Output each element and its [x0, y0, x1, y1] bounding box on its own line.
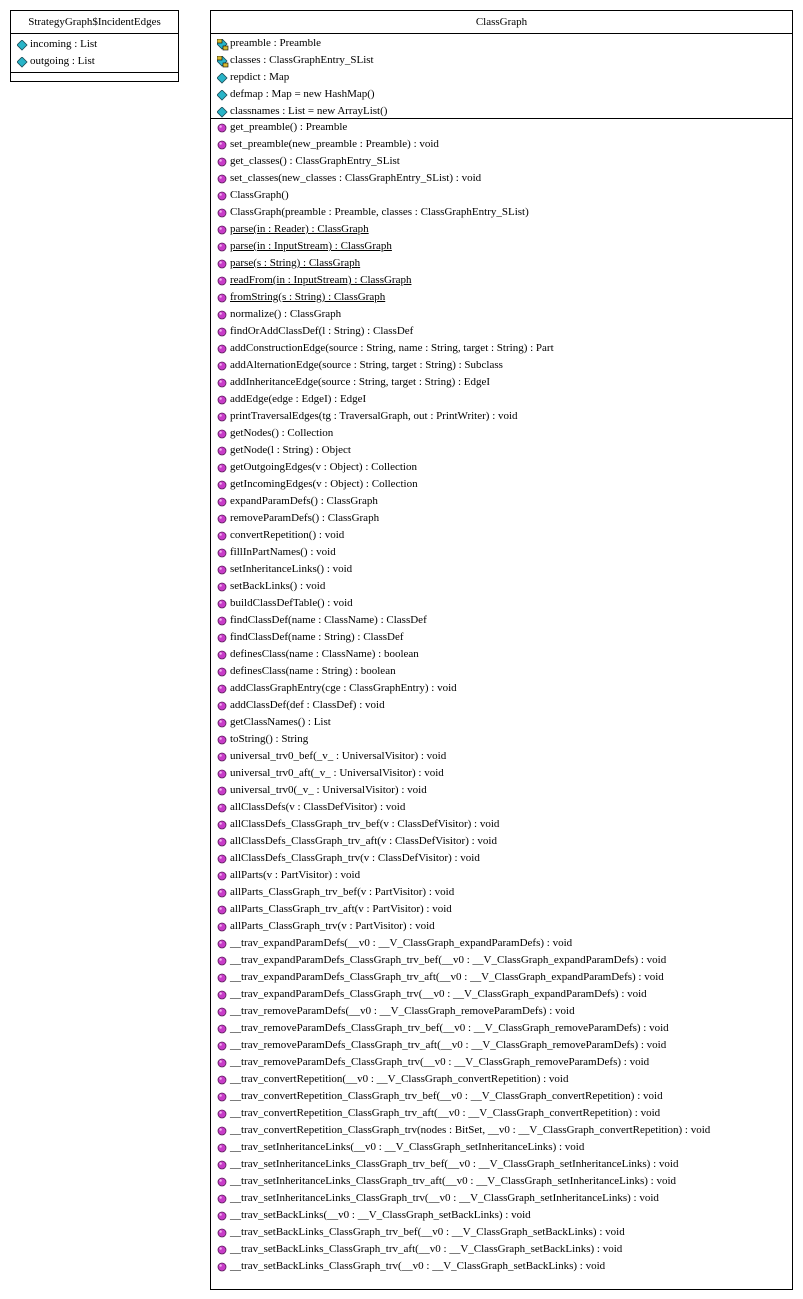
operation-label: addInheritanceEdge(source : String, target : String) : EdgeI [230, 376, 491, 388]
method-icon [217, 463, 227, 473]
method-icon [217, 956, 227, 966]
attribute-item[interactable] [17, 36, 178, 53]
method-icon [217, 1007, 227, 1017]
operation-item[interactable] [217, 459, 792, 476]
operation-item[interactable] [217, 374, 792, 391]
method-icon [217, 140, 227, 150]
method-icon [217, 667, 227, 677]
method-icon [217, 480, 227, 490]
operation-label: __trav_removeParamDefs_ClassGraph_trv_bef(__v0 : __V_ClassGraph_removeParamDefs) : void [230, 1022, 669, 1034]
operation-label: parse(in : Reader) : ClassGraph [230, 223, 369, 235]
operation-item[interactable] [217, 187, 792, 204]
field-icon [217, 107, 227, 117]
method-icon [217, 871, 227, 881]
operation-item[interactable] [217, 408, 792, 425]
operation-label: setBackLinks() : void [230, 580, 326, 592]
attribute-label: incoming : List [30, 38, 98, 50]
method-icon [217, 1024, 227, 1034]
method-icon [217, 174, 227, 184]
method-icon [217, 1092, 227, 1102]
attribute-item[interactable] [217, 52, 792, 69]
class-box-strategygraph-incidentedges[interactable] [10, 10, 179, 82]
attribute-item[interactable] [217, 35, 792, 52]
method-icon [217, 225, 227, 235]
operation-label: __trav_setBackLinks_ClassGraph_trv_bef(__v0 : __V_ClassGraph_setBackLinks) : void [230, 1226, 625, 1238]
operation-label: getNodes() : Collection [230, 427, 334, 439]
operation-label: getIncomingEdges(v : Object) : Collection [230, 478, 418, 490]
operation-item[interactable] [217, 238, 792, 255]
attribute-label: classnames : List = new ArrayList() [230, 105, 388, 117]
operation-item[interactable] [217, 527, 792, 544]
operation-item[interactable] [217, 663, 792, 680]
operation-item[interactable] [217, 119, 792, 136]
operation-item[interactable] [217, 544, 792, 561]
method-icon [217, 1041, 227, 1051]
method-icon [217, 854, 227, 864]
operation-item[interactable] [217, 884, 792, 901]
operation-label: __trav_setBackLinks_ClassGraph_trv(__v0 : __V_ClassGraph_setBackLinks) : void [230, 1260, 606, 1272]
method-icon [217, 361, 227, 371]
method-icon [217, 378, 227, 388]
operation-item[interactable] [217, 255, 792, 272]
operation-label: findClassDef(name : String) : ClassDef [230, 631, 404, 643]
operation-label: allClassDefs_ClassGraph_trv_bef(v : ClassDefVisitor) : void [230, 818, 500, 830]
method-icon [217, 582, 227, 592]
attribute-label: outgoing : List [30, 55, 95, 67]
operation-item[interactable] [217, 510, 792, 527]
operation-label: get_classes() : ClassGraphEntry_SList [230, 155, 400, 167]
operation-item[interactable] [217, 646, 792, 663]
operation-label: allParts_ClassGraph_trv(v : PartVisitor) : void [230, 920, 435, 932]
operation-label: addEdge(edge : EdgeI) : EdgeI [230, 393, 367, 405]
operation-label: set_classes(new_classes : ClassGraphEntry_SList) : void [230, 172, 482, 184]
operation-item[interactable] [217, 850, 792, 867]
private-field-icon [217, 56, 227, 66]
operation-item[interactable] [217, 340, 792, 357]
operation-label: __trav_removeParamDefs_ClassGraph_trv(__v0 : __V_ClassGraph_removeParamDefs) : void [230, 1056, 650, 1068]
operation-label: parse(s : String) : ClassGraph [230, 257, 361, 269]
operation-item[interactable] [217, 680, 792, 697]
operation-item[interactable] [217, 323, 792, 340]
method-icon [217, 735, 227, 745]
field-icon [217, 90, 227, 100]
operation-item[interactable] [217, 391, 792, 408]
operation-label: allClassDefs_ClassGraph_trv_aft(v : ClassDefVisitor) : void [230, 835, 497, 847]
operation-label: __trav_expandParamDefs_ClassGraph_trv_bef(__v0 : __V_ClassGraph_expandParamDefs) : void [230, 954, 667, 966]
operation-item[interactable] [217, 306, 792, 323]
method-icon [217, 446, 227, 456]
operation-item[interactable] [217, 816, 792, 833]
operation-item[interactable] [217, 612, 792, 629]
operation-label: __trav_convertRepetition_ClassGraph_trv_bef(__v0 : __V_ClassGraph_convertRepetition) : void [230, 1090, 663, 1102]
operation-label: fromString(s : String) : ClassGraph [230, 291, 386, 303]
attribute-item[interactable] [217, 86, 792, 103]
method-icon [217, 701, 227, 711]
method-icon [217, 786, 227, 796]
operation-label: findOrAddClassDef(l : String) : ClassDef [230, 325, 414, 337]
method-icon [217, 837, 227, 847]
method-icon [217, 1194, 227, 1204]
method-icon [217, 599, 227, 609]
operation-label: allParts_ClassGraph_trv_bef(v : PartVisitor) : void [230, 886, 455, 898]
operation-item[interactable] [217, 289, 792, 306]
operation-item[interactable] [217, 901, 792, 918]
operation-label: buildClassDefTable() : void [230, 597, 353, 609]
operation-label: definesClass(name : ClassName) : boolean [230, 648, 419, 660]
method-icon [217, 276, 227, 286]
attribute-item[interactable] [217, 69, 792, 86]
method-icon [217, 752, 227, 762]
operation-label: universal_trv0_bef(_v_ : UniversalVisitor) : void [230, 750, 447, 762]
operation-label: addAlternationEdge(source : String, target : String) : Subclass [230, 359, 503, 371]
operation-item[interactable] [217, 748, 792, 765]
operation-label: getNode(l : String) : Object [230, 444, 351, 456]
operation-item[interactable] [217, 833, 792, 850]
attributes-compartment [11, 34, 178, 73]
operation-item[interactable] [217, 1258, 792, 1275]
method-icon [217, 123, 227, 133]
operation-item[interactable] [217, 1190, 792, 1207]
operation-label: __trav_expandParamDefs_ClassGraph_trv(__v0 : __V_ClassGraph_expandParamDefs) : void [230, 988, 647, 1000]
operation-item[interactable] [217, 136, 792, 153]
method-icon [217, 888, 227, 898]
operation-label: toString() : String [230, 733, 309, 745]
attribute-label: classes : ClassGraphEntry_SList [230, 54, 374, 66]
method-icon [217, 548, 227, 558]
method-icon [217, 1109, 227, 1119]
operation-item[interactable] [217, 765, 792, 782]
method-icon [217, 327, 227, 337]
method-icon [217, 803, 227, 813]
operation-label: readFrom(in : InputStream) : ClassGraph [230, 274, 412, 286]
method-icon [217, 1228, 227, 1238]
method-icon [217, 429, 227, 439]
method-icon [217, 684, 227, 694]
operation-item[interactable] [217, 595, 792, 612]
operation-item[interactable] [217, 561, 792, 578]
operation-label: __trav_setBackLinks(__v0 : __V_ClassGraph_setBackLinks) : void [230, 1209, 531, 1221]
operation-item[interactable] [217, 1037, 792, 1054]
operation-item[interactable] [217, 969, 792, 986]
operation-item[interactable] [217, 272, 792, 289]
attributes-compartment [211, 34, 792, 119]
operation-label: findClassDef(name : ClassName) : ClassDef [230, 614, 427, 626]
operation-item[interactable] [217, 357, 792, 374]
operation-label: __trav_setInheritanceLinks_ClassGraph_trv_aft(__v0 : __V_ClassGraph_setInheritanceLinks) : void [230, 1175, 676, 1187]
method-icon [217, 922, 227, 932]
operation-label: get_preamble() : Preamble [230, 121, 348, 133]
method-icon [217, 1245, 227, 1255]
operation-item[interactable] [217, 952, 792, 969]
operation-item[interactable] [217, 697, 792, 714]
field-icon [217, 73, 227, 83]
operation-label: __trav_removeParamDefs(__v0 : __V_ClassGraph_removeParamDefs) : void [230, 1005, 575, 1017]
method-icon [217, 514, 227, 524]
operation-item[interactable] [217, 204, 792, 221]
operation-label: __trav_convertRepetition_ClassGraph_trv(nodes : BitSet, __v0 : __V_ClassGraph_convertRepetition) : void [230, 1124, 711, 1136]
operation-item[interactable] [217, 1122, 792, 1139]
operation-item[interactable] [217, 629, 792, 646]
method-icon [217, 1143, 227, 1153]
method-icon [217, 497, 227, 507]
operation-item[interactable] [217, 1054, 792, 1071]
method-icon [217, 769, 227, 779]
class-title: ClassGraph [211, 11, 792, 34]
operation-label: fillInPartNames() : void [230, 546, 336, 558]
operation-label: __trav_setBackLinks_ClassGraph_trv_aft(__v0 : __V_ClassGraph_setBackLinks) : void [230, 1243, 623, 1255]
method-icon [217, 1177, 227, 1187]
attribute-label: defmap : Map = new HashMap() [230, 88, 375, 100]
operation-label: getClassNames() : List [230, 716, 331, 728]
operation-item[interactable] [217, 1173, 792, 1190]
operation-label: universal_trv0_aft(_v_ : UniversalVisitor) : void [230, 767, 444, 779]
operation-item[interactable] [217, 714, 792, 731]
operation-item[interactable] [217, 425, 792, 442]
operation-item[interactable] [217, 1224, 792, 1241]
operation-label: allClassDefs(v : ClassDefVisitor) : void [230, 801, 406, 813]
method-icon [217, 310, 227, 320]
operation-label: allParts_ClassGraph_trv_aft(v : PartVisitor) : void [230, 903, 452, 915]
operation-item[interactable] [217, 1241, 792, 1258]
attribute-label: repdict : Map [230, 71, 290, 83]
operation-label: set_preamble(new_preamble : Preamble) : void [230, 138, 439, 150]
method-icon [217, 157, 227, 167]
method-icon [217, 1126, 227, 1136]
method-icon [217, 565, 227, 575]
method-icon [217, 905, 227, 915]
method-icon [217, 718, 227, 728]
operation-item[interactable] [217, 986, 792, 1003]
operation-item[interactable] [217, 1207, 792, 1224]
operation-label: __trav_convertRepetition(__v0 : __V_ClassGraph_convertRepetition) : void [230, 1073, 569, 1085]
method-icon [217, 293, 227, 303]
operation-label: getOutgoingEdges(v : Object) : Collection [230, 461, 417, 473]
method-icon [217, 191, 227, 201]
field-icon [17, 57, 27, 67]
operation-item[interactable] [217, 731, 792, 748]
method-icon [217, 1262, 227, 1272]
operation-item[interactable] [217, 918, 792, 935]
operation-item[interactable] [217, 153, 792, 170]
method-icon [217, 973, 227, 983]
operation-item[interactable] [217, 170, 792, 187]
operation-item[interactable] [217, 1139, 792, 1156]
field-icon [17, 40, 27, 50]
operation-label: definesClass(name : String) : boolean [230, 665, 396, 677]
class-box-classgraph[interactable] [210, 10, 793, 1290]
operation-label: ClassGraph(preamble : Preamble, classes : ClassGraphEntry_SList) [230, 206, 529, 218]
method-icon [217, 531, 227, 541]
method-icon [217, 259, 227, 269]
operation-item[interactable] [217, 799, 792, 816]
operation-item[interactable] [217, 935, 792, 952]
method-icon [217, 344, 227, 354]
operation-label: allParts(v : PartVisitor) : void [230, 869, 361, 881]
method-icon [217, 1058, 227, 1068]
method-icon [217, 633, 227, 643]
operation-label: __trav_setInheritanceLinks(__v0 : __V_ClassGraph_setInheritanceLinks) : void [230, 1141, 585, 1153]
operation-label: universal_trv0(_v_ : UniversalVisitor) : void [230, 784, 427, 796]
operation-item[interactable] [217, 782, 792, 799]
method-icon [217, 820, 227, 830]
method-icon [217, 1075, 227, 1085]
private-field-icon [217, 39, 227, 49]
operation-label: addConstructionEdge(source : String, name : String, target : String) : Part [230, 342, 554, 354]
method-icon [217, 1211, 227, 1221]
method-icon [217, 939, 227, 949]
operation-item[interactable] [217, 221, 792, 238]
attribute-label: preamble : Preamble [230, 37, 322, 49]
operation-label: ClassGraph() [230, 189, 289, 201]
method-icon [217, 990, 227, 1000]
operation-label: addClassGraphEntry(cge : ClassGraphEntry) : void [230, 682, 457, 694]
attribute-item[interactable] [17, 53, 178, 70]
method-icon [217, 242, 227, 252]
operation-item[interactable] [217, 1156, 792, 1173]
operation-item[interactable] [217, 442, 792, 459]
operation-item[interactable] [217, 1020, 792, 1037]
operation-item[interactable] [217, 493, 792, 510]
operation-label: __trav_setInheritanceLinks_ClassGraph_trv_bef(__v0 : __V_ClassGraph_setInheritanceLinks) : void [230, 1158, 679, 1170]
operation-label: normalize() : ClassGraph [230, 308, 342, 320]
operation-label: __trav_setInheritanceLinks_ClassGraph_trv(__v0 : __V_ClassGraph_setInheritanceLinks) : void [230, 1192, 659, 1204]
method-icon [217, 208, 227, 218]
operation-item[interactable] [217, 578, 792, 595]
operation-label: __trav_expandParamDefs(__v0 : __V_ClassGraph_expandParamDefs) : void [230, 937, 573, 949]
operations-compartment [211, 119, 792, 1277]
operation-label: printTraversalEdges(tg : TraversalGraph, out : PrintWriter) : void [230, 410, 518, 422]
operation-label: convertRepetition() : void [230, 529, 345, 541]
method-icon [217, 412, 227, 422]
attribute-item[interactable] [217, 103, 792, 120]
class-title: StrategyGraph$IncidentEdges [11, 11, 178, 34]
operation-item[interactable] [217, 1088, 792, 1105]
operation-label: setInheritanceLinks() : void [230, 563, 353, 575]
operation-label: __trav_expandParamDefs_ClassGraph_trv_aft(__v0 : __V_ClassGraph_expandParamDefs) : void [230, 971, 664, 983]
operation-label: allClassDefs_ClassGraph_trv(v : ClassDefVisitor) : void [230, 852, 480, 864]
operation-label: __trav_convertRepetition_ClassGraph_trv_aft(__v0 : __V_ClassGraph_convertRepetition) : void [230, 1107, 661, 1119]
operation-item[interactable] [217, 1105, 792, 1122]
operation-label: __trav_removeParamDefs_ClassGraph_trv_aft(__v0 : __V_ClassGraph_removeParamDefs) : void [230, 1039, 667, 1051]
method-icon [217, 395, 227, 405]
method-icon [217, 616, 227, 626]
operation-label: removeParamDefs() : ClassGraph [230, 512, 380, 524]
operation-item[interactable] [217, 867, 792, 884]
operation-label: expandParamDefs() : ClassGraph [230, 495, 378, 507]
operation-label: parse(in : InputStream) : ClassGraph [230, 240, 392, 252]
operation-label: addClassDef(def : ClassDef) : void [230, 699, 385, 711]
operation-item[interactable] [217, 476, 792, 493]
method-icon [217, 1160, 227, 1170]
operation-item[interactable] [217, 1071, 792, 1088]
operation-item[interactable] [217, 1003, 792, 1020]
method-icon [217, 650, 227, 660]
